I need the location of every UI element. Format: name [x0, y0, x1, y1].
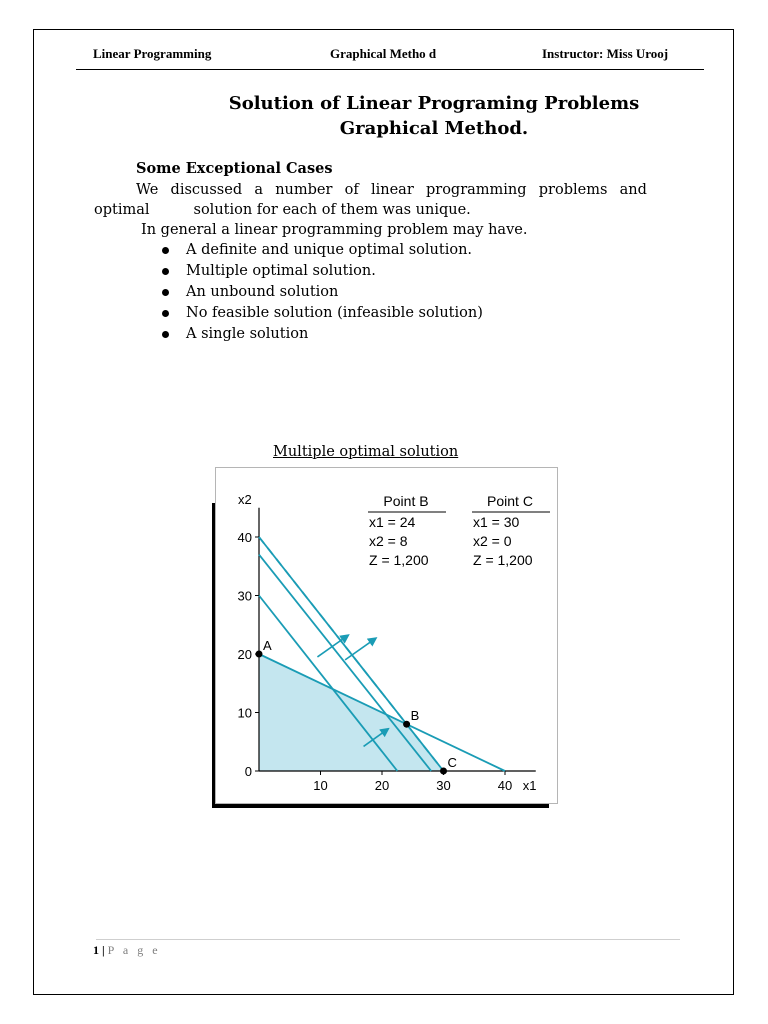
- word: discussed: [170, 182, 243, 198]
- page-label: P a g e: [107, 943, 161, 957]
- title-line-1: Solution of Linear Programing Problems: [228, 93, 640, 114]
- annotation-x2: x2 = 0: [473, 533, 512, 549]
- x-axis-label: x1: [522, 778, 537, 793]
- word: programming: [425, 182, 527, 198]
- header-left: Linear Programming: [93, 46, 212, 61]
- word: problems: [538, 182, 608, 198]
- annotation-x1: x1 = 30: [473, 514, 520, 530]
- x-tick-label: 10: [313, 778, 328, 793]
- list-item-text: No feasible solution (infeasible solution): [186, 305, 483, 321]
- section-heading: Some Exceptional Cases: [136, 160, 333, 177]
- word: and: [619, 182, 647, 198]
- bullet-icon: [162, 268, 169, 275]
- point-label: B: [410, 708, 420, 724]
- bullet-icon: [162, 331, 169, 338]
- paragraph-line-2b: solution for each of them was unique.: [193, 202, 471, 218]
- footer-separator: |: [102, 943, 105, 957]
- annotation-z: Z = 1,200: [473, 552, 533, 568]
- y-tick-label: 10: [237, 705, 252, 721]
- paragraph-line-1: [136, 180, 647, 200]
- annotation-x1: x1 = 24: [369, 514, 416, 530]
- list-item: [162, 324, 483, 345]
- footer-rule: [96, 939, 680, 940]
- title-line-2: Graphical Method.: [339, 118, 529, 139]
- annotation-heading: Point C: [487, 493, 533, 509]
- y-tick-label: 40: [237, 530, 252, 545]
- page-number: 1: [93, 943, 99, 957]
- header-right: Instructor: Miss Urooj: [542, 46, 669, 61]
- bullet-icon: [162, 289, 169, 296]
- header-rule: [76, 69, 704, 70]
- list-item: [162, 240, 483, 261]
- x-tick-label: 20: [374, 778, 390, 793]
- annotation-heading: Point B: [383, 493, 429, 509]
- word: a: [254, 182, 263, 198]
- list-item: [162, 282, 483, 303]
- bullet-list: [162, 240, 483, 345]
- page-footer: [93, 943, 161, 958]
- annotation-x2: x2 = 8: [369, 533, 408, 549]
- list-item-text: Multiple optimal solution.: [186, 263, 376, 279]
- paragraph-line-3: In general a linear programming problem may have.: [141, 222, 528, 238]
- x-tick-label: 40: [497, 778, 513, 793]
- header-center: Graphical Metho d: [330, 46, 437, 61]
- point-label: A: [263, 638, 272, 653]
- word: of: [344, 182, 359, 198]
- y-tick-label: 0: [244, 764, 252, 779]
- paragraph-line-2: [94, 200, 471, 220]
- word: We: [136, 182, 159, 198]
- list-item: [162, 261, 483, 282]
- x-tick-label: 30: [436, 778, 451, 793]
- lp-graph: [216, 468, 559, 805]
- list-item-text: A definite and unique optimal solution.: [186, 242, 473, 258]
- lp-graph-figure: [215, 467, 558, 804]
- bullet-icon: [162, 247, 169, 254]
- figure-caption: Multiple optimal solution: [273, 444, 459, 460]
- list-item: [162, 303, 483, 324]
- y-tick-label: 30: [237, 588, 252, 604]
- list-item-text: An unbound solution: [186, 284, 339, 300]
- y-tick-label: 20: [237, 647, 252, 662]
- direction-arrow: [317, 635, 348, 657]
- word: linear: [370, 182, 414, 198]
- corner-point: [440, 768, 447, 775]
- word: number: [275, 182, 333, 198]
- point-label: C: [447, 755, 457, 770]
- annotation-z: Z = 1,200: [369, 552, 429, 568]
- list-item-text: A single solution: [186, 326, 309, 342]
- y-axis-label: x2: [238, 492, 252, 507]
- paragraph-line-2a: optimal: [94, 202, 150, 218]
- bullet-icon: [162, 310, 169, 317]
- corner-point: [256, 651, 263, 658]
- corner-point: [403, 721, 410, 728]
- direction-arrow: [345, 638, 376, 660]
